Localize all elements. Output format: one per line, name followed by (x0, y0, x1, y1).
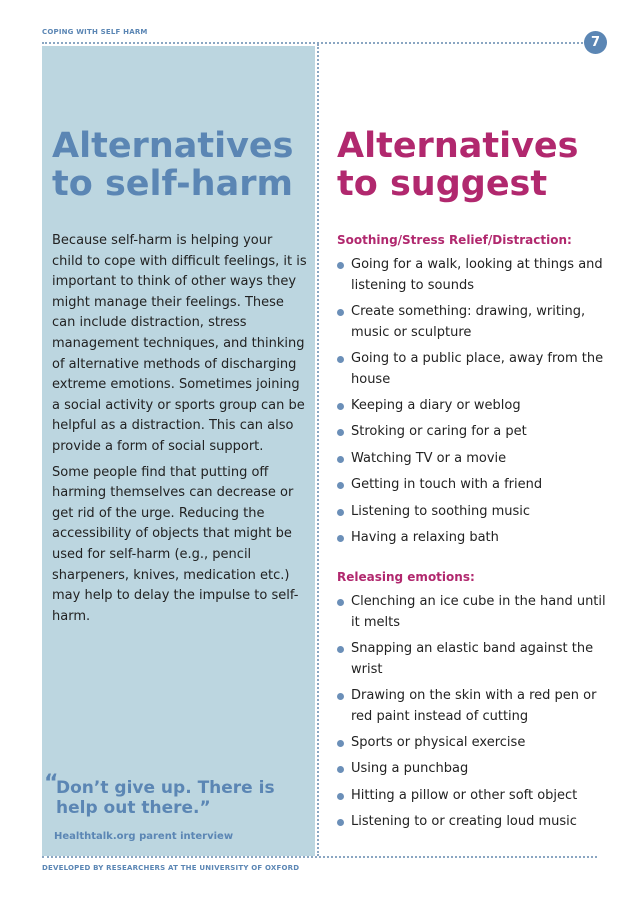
bullet-list (337, 592, 607, 833)
bullet-dot-icon (337, 740, 344, 747)
left-title-line1: Alternatives (52, 126, 294, 166)
bullet-list (337, 255, 607, 549)
bullet-dot-icon (337, 429, 344, 436)
list-item: Going for a walk, looking at things and listening to sounds (337, 255, 607, 296)
list-item: Clenching an ice cube in the hand until it melts (337, 592, 607, 633)
top-dotted-divider (42, 42, 583, 44)
bullet-dot-icon (337, 766, 344, 773)
quote-source: Healthtalk.org parent interview (54, 831, 234, 842)
pull-quote (44, 771, 309, 842)
bullet-dot-icon (337, 819, 344, 826)
quote-mark: “ (44, 771, 59, 796)
running-header: COPING WITH SELF HARM (42, 28, 148, 36)
right-title (337, 127, 607, 203)
bullet-dot-icon (337, 646, 344, 653)
list-item: Drawing on the skin with a red pen or red paint instead of cutting (337, 686, 607, 727)
bullet-dot-icon (337, 693, 344, 700)
left-body-text (52, 231, 307, 632)
bullet-dot-icon (337, 599, 344, 606)
section-soothing (337, 233, 607, 554)
list-item: Having a relaxing bath (337, 528, 607, 549)
quote-text: Don’t give up. There is help out there.” (56, 778, 275, 818)
bullet-dot-icon (337, 262, 344, 269)
bullet-dot-icon (337, 482, 344, 489)
list-item: Hitting a pillow or other soft object (337, 786, 607, 807)
footer-label: DEVELOPED BY RESEARCHERS AT THE UNIVERSITY OF OXFORD (42, 864, 300, 872)
bullet-dot-icon (337, 456, 344, 463)
list-item: Using a punchbag (337, 759, 607, 780)
left-paragraph: Some people find that putting off harming themselves can decrease or get rid of the urge. Reducing the accessibility of objects that might be used for self-harm (e.g., pencil sharpeners, knives, medication etc.) may help to delay the impulse to self-harm. (52, 464, 299, 624)
list-item: Getting in touch with a friend (337, 475, 607, 496)
list-item: Stroking or caring for a pet (337, 422, 607, 443)
list-item: Snapping an elastic band against the wrist (337, 639, 607, 680)
list-item: Listening to or creating loud music (337, 812, 607, 833)
bullet-dot-icon (337, 356, 344, 363)
page-number-badge: 7 (584, 31, 607, 54)
bullet-dot-icon (337, 403, 344, 410)
list-item: Watching TV or a movie (337, 449, 607, 470)
bottom-dotted-divider (42, 856, 597, 858)
list-item: Listening to soothing music (337, 502, 607, 523)
bullet-dot-icon (337, 793, 344, 800)
left-title-line2: to self-harm (52, 164, 293, 204)
right-title-line2: to suggest (337, 164, 548, 204)
section-heading: Releasing emotions: (337, 570, 475, 584)
list-item: Sports or physical exercise (337, 733, 607, 754)
section-releasing-emotions (337, 570, 607, 839)
left-paragraph: Because self-harm is helping your child to cope with difficult feelings, it is important to think of other ways they might manage their feelings. These can include distraction, stress management techniques, and thinking of alternative methods of discharging extreme emotions. Sometimes joining a social activity or sports group can be helpful as a distraction. This can also provide a form of social support. (52, 233, 307, 454)
column-dotted-divider (317, 44, 319, 856)
left-title (52, 127, 302, 203)
bullet-dot-icon (337, 535, 344, 542)
bullet-dot-icon (337, 509, 344, 516)
bullet-dot-icon (337, 309, 344, 316)
list-item: Going to a public place, away from the house (337, 349, 607, 390)
section-heading: Soothing/Stress Relief/Distraction: (337, 233, 572, 247)
list-item: Keeping a diary or weblog (337, 396, 607, 417)
right-title-line1: Alternatives (337, 126, 579, 166)
list-item: Create something: drawing, writing, music or sculpture (337, 302, 607, 343)
